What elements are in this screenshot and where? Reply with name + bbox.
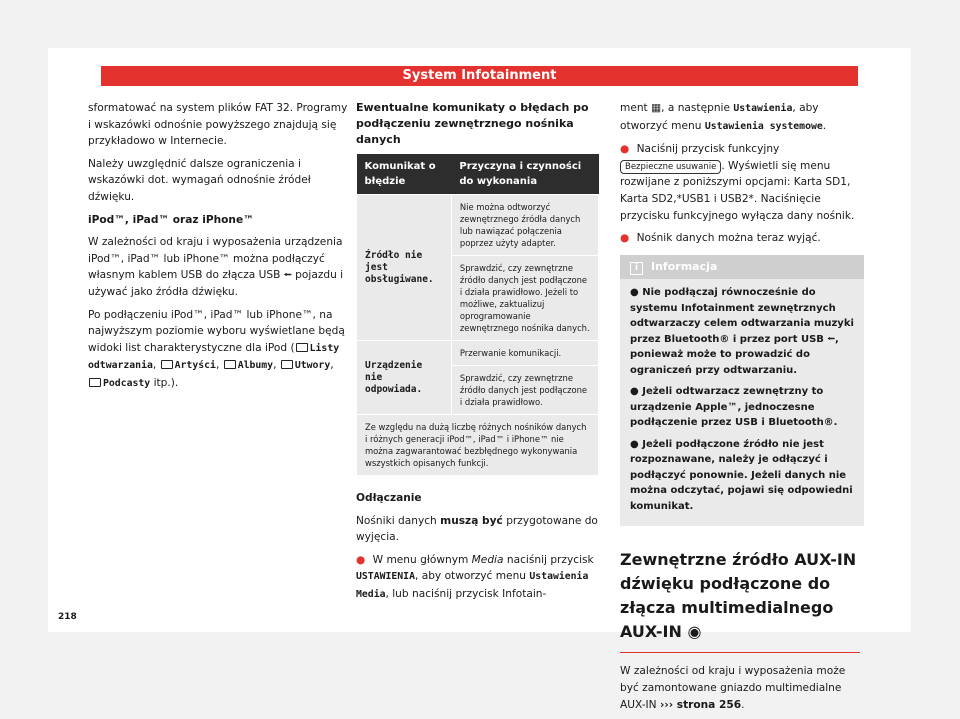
subheading: iPod™, iPad™ oraz iPhone™: [88, 213, 254, 226]
info-box: [620, 255, 864, 527]
table-header: Komunikat o błędzie: [357, 154, 452, 195]
info-item: ● Nie podłączaj równocześnie do systemu Infotainment zewnętrznych odtwarzaczy celem odtwarzania muzyki przez Bluetooth® i przez port USB ⭪, ponieważ może to prowadzić do ograniczeń przy odtwarzaniu.: [630, 287, 854, 376]
folder-icon: [161, 360, 173, 369]
table-row: [357, 195, 599, 256]
table-header-row: [357, 154, 599, 195]
page-header: System Infotainment: [101, 66, 858, 86]
table-row: [357, 415, 599, 476]
info-header: i Informacja: [620, 255, 864, 280]
info-item: ● Jeżeli odtwarzacz zewnętrzny to urządzenie Apple™, jednoczesne podłączenie przez USB i Bluetooth®.: [630, 386, 838, 429]
table-cell: Nie można odtworzyć zewnętrznego źródła danych lub nawiązać połączenia poprzez użyty adapter.: [451, 195, 598, 256]
section-title: Ewentualne komunikaty o błędach po podłączeniu zewnętrznego nośnika danych: [356, 101, 589, 146]
folder-icon: [89, 378, 101, 387]
usb-icon: ⭪: [827, 333, 835, 345]
table-cell: Sprawdzić, czy zewnętrzne źródło danych jest podłączone i działa prawidłowo. Jeżeli to możliwe, zaktualizuj oprogramowanie zewnętrznego nośnika danych.: [451, 256, 598, 341]
table-cell: Przerwanie komunikacji.: [451, 341, 598, 366]
bullet-icon: ●: [356, 553, 366, 566]
table-note: Ze względu na dużą liczbę różnych nośników danych i różnych generacji iPod™, iPad™ i iPhone™ nie można zagwarantować bezbłędnego wykonywania wszystkich opisanych funkcji.: [357, 415, 599, 476]
error-message: Urządzenie nie odpowiada.: [357, 341, 452, 415]
error-message: Źródło nie jest obsługiwane.: [357, 195, 452, 341]
paragraph: W zależności od kraju i wyposażenia może być zamontowane gniazdo multimedialne AUX-IN ››› strona 256.: [620, 665, 846, 711]
column-3: [620, 100, 862, 719]
folder-icon: [224, 360, 236, 369]
page-reference-link[interactable]: ››› strona 256: [659, 698, 742, 711]
info-item: ● Jeżeli podłączone źródło nie jest rozpoznawane, należy je odłączyć i podłączyć ponownie. Jeżeli danych nie można odczytać, pojawi się odpowiedni komunikat.: [630, 438, 853, 512]
paragraph: Po podłączeniu iPod™, iPad™ lub iPhone™, na najwyższym poziomie wyboru wyświetlane będą widoki list charakterystyczne dla iPod ( Listy odtwarzania, Artyści, Albumy, Utwory, Podcasty itp.).: [88, 308, 345, 389]
table-row: [357, 341, 599, 366]
paragraph: Nośniki danych muszą być przygotowane do wyjęcia.: [356, 514, 598, 544]
table-header: Przyczyna i czynności do wykonania: [451, 154, 598, 195]
paragraph: W zależności od kraju i wyposażenia urządzenia iPod™, iPad™ lub iPhone™ można podłączyć własnym kablem USB do złącza USB ⭪ pojazdu i używać jako źródła dźwięku.: [88, 236, 344, 298]
bullet-item: ● W menu głównym Media naciśnij przycisk USTAWIENIA, aby otworzyć menu Ustawienia Media, lub naciśnij przycisk Infotain-: [356, 553, 594, 600]
section-title: Zewnętrzne źródło AUX-IN dźwięku podłączone do złącza multimedialnego AUX-IN ◉: [620, 548, 860, 653]
paragraph: ment ▦, a następnie Ustawienia, aby otworzyć menu Ustawienia systemowe.: [620, 102, 827, 132]
bullet-item: ● Naciśnij przycisk funkcyjny Bezpieczne usuwanie . Wyświetli się menu rozwijane z poniższymi opcjami: Karta SD1, Karta SD2,*USB1 i USB2*. Naciśnięcie przycisku funkcyjnego wyłącza dany nośnik.: [620, 143, 855, 222]
table-cell: Sprawdzić, czy zewnętrzne źródło danych jest podłączone i działa prawidłowo.: [451, 366, 598, 415]
error-table: [356, 154, 599, 476]
column-1: [88, 100, 350, 399]
folder-icon: [281, 360, 293, 369]
menu-grid-icon: ▦: [651, 102, 662, 114]
subheading: Odłączanie: [356, 492, 422, 504]
info-body: [620, 279, 864, 526]
aux-icon: ◉: [687, 622, 702, 642]
safe-remove-button[interactable]: Bezpieczne usuwanie: [620, 160, 721, 174]
paragraph: sformatować na system plików FAT 32. Programy i wskazówki odnośnie powyższego znajdują się przykładowo w Internecie.: [88, 102, 348, 148]
bullet-icon: ●: [620, 232, 630, 245]
bullet-item: ● Nośnik danych można teraz wyjąć.: [620, 232, 821, 245]
usb-icon: ⭪: [283, 269, 292, 282]
info-icon: i: [630, 262, 643, 275]
column-2: [356, 100, 604, 610]
page-number: 218: [58, 612, 77, 622]
paragraph: Należy uwzględnić dalsze ograniczenia i wskazówki dot. wymagań odnośnie źródeł dźwięku.: [88, 157, 311, 203]
folder-icon: [296, 343, 308, 352]
bullet-icon: ●: [620, 143, 630, 156]
